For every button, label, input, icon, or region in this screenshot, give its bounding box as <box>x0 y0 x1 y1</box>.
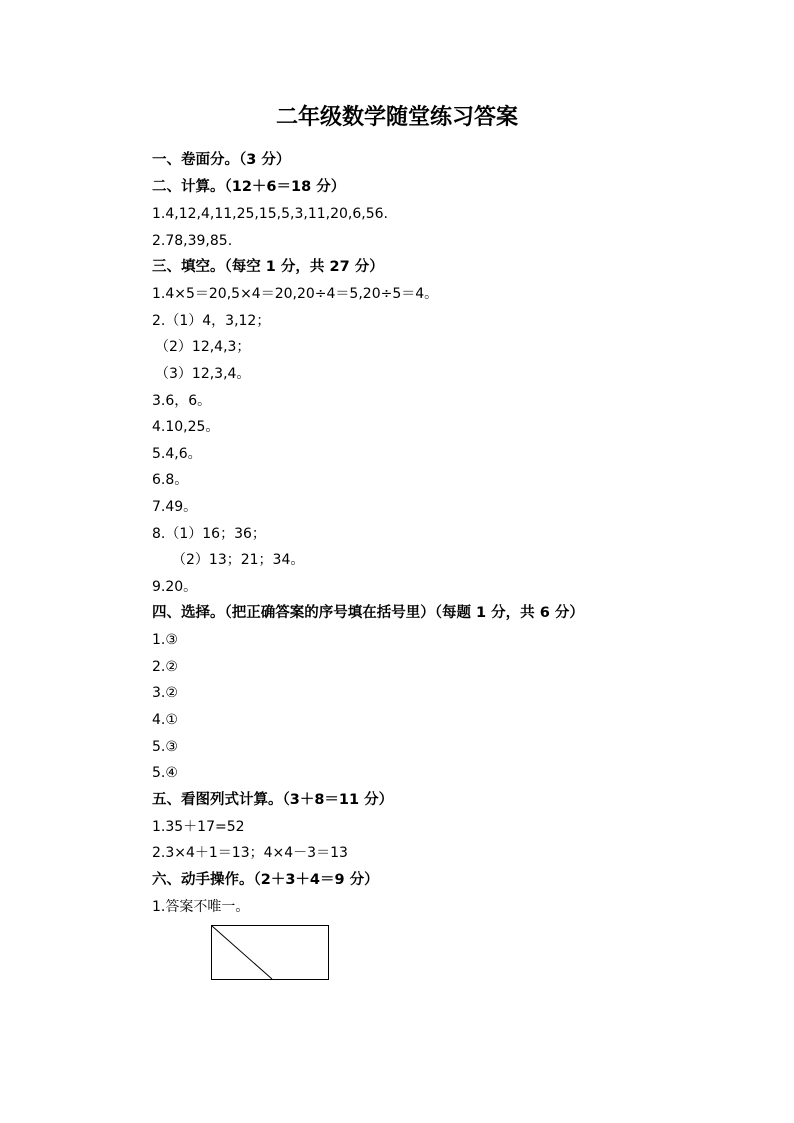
section-heading-1: 一、卷面分。（3 分） <box>152 152 291 168</box>
answer-line: （2）12,4,3； <box>155 339 251 355</box>
section-heading-5: 五、看图列式计算。（3＋8＝11 分） <box>152 792 394 808</box>
answer-line: 5.4,6。 <box>152 446 202 462</box>
section-heading-2: 二、计算。（12＋6＝18 分） <box>152 179 346 195</box>
answer-line: 3.② <box>152 685 178 701</box>
answer-line: 9.20。 <box>152 579 198 595</box>
answer-line: 3.6，6。 <box>152 393 212 409</box>
section-heading-3: 三、填空。（每空 1 分，共 27 分） <box>152 259 384 275</box>
answer-line: 1.4,12,4,11,25,15,5,3,11,20,6,56. <box>152 206 388 222</box>
rectangle-outline <box>212 926 329 980</box>
section-heading-4: 四、选择。（把正确答案的序号填在括号里）（每题 1 分，共 6 分） <box>152 605 584 621</box>
answer-line: 2.② <box>152 659 178 675</box>
answer-line: 5.④ <box>152 765 178 781</box>
answer-line: （3）12,3,4。 <box>155 366 251 382</box>
answer-line: 2.3×4＋1＝13；4×4－3＝13 <box>152 845 348 861</box>
page-title: 二年级数学随堂练习答案 <box>275 104 518 130</box>
answer-line: 4.10,25。 <box>152 419 220 435</box>
answer-line: 5.③ <box>152 739 178 755</box>
rectangle-diagram <box>211 925 329 980</box>
answer-line: 1.35＋17=52 <box>152 819 245 835</box>
answer-line: 2.（1）4，3,12； <box>152 313 271 329</box>
answer-line: 7.49。 <box>152 499 198 515</box>
answer-line: （2）13；21；34。 <box>172 552 305 568</box>
diagonal-cut-line <box>212 926 272 979</box>
answer-line: 4.① <box>152 712 178 728</box>
answer-line: 1.4×5＝20,5×4＝20,20÷4＝5,20÷5＝4。 <box>152 286 439 302</box>
answer-line: 6.8。 <box>152 472 189 488</box>
section-heading-6: 六、动手操作。（2＋3＋4＝9 分） <box>152 872 379 888</box>
answer-line: 1.答案不唯一。 <box>152 899 250 915</box>
answer-line: 1.③ <box>152 632 178 648</box>
answer-line: 8.（1）16；36； <box>152 526 266 542</box>
answer-line: 2.78,39,85. <box>152 233 233 249</box>
